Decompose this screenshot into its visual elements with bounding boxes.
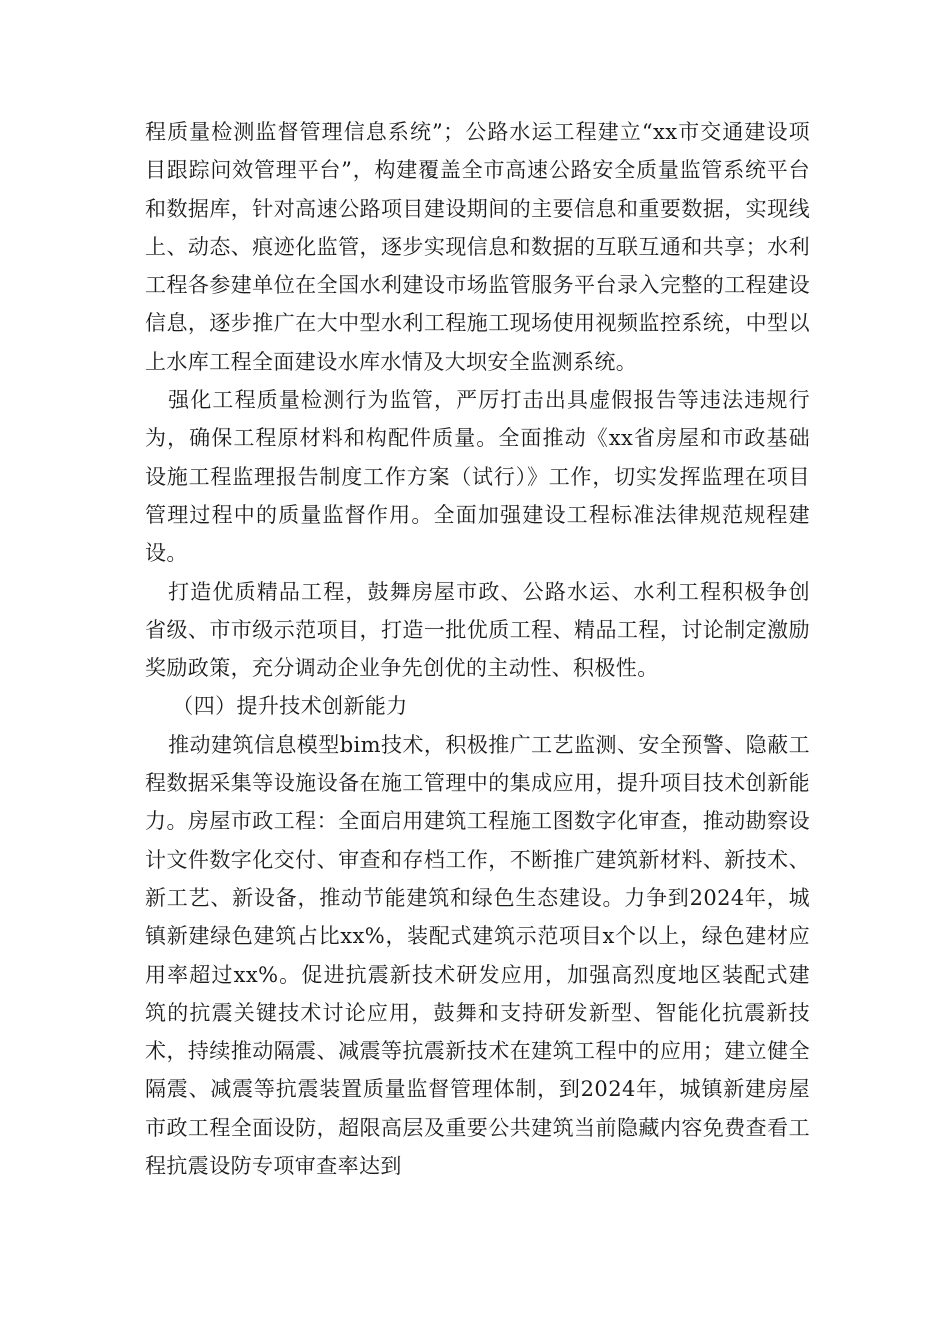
paragraph-continuation: 程质量检测监督管理信息系统”；公路水运工程建立“xx市交通建设项目跟踪问效管理平台”，构建覆盖全市高速公路安全质量监管系统平台和数据库，针对高速公路项目建设期间的主要信息和重要数据，实现线上、动态、痕迹化监管，逐步实现信息和数据的互联互通和共享；水利工程各参建单位在全国水利建设市场监管服务平台录入完整的工程建设信息，逐步推广在大中型水利工程施工现场使用视频监控系统，中型以上水库工程全面建设水库水情及大坝安全监测系统。 xyxy=(145,120,810,374)
paragraph-tech-innovation: 推动建筑信息模型bim技术，积极推广工艺监测、安全预警、隐蔽工程数据采集等设施设备在施工管理中的集成应用，提升项目技术创新能力。房屋市政工程：全面启用建筑工程施工图数字化审查，推动勘察设计文件数字化交付、审查和存档工作，不断推广建筑新材料、新技术、新工艺、新设备，推动节能建筑和绿色生态建设。力争到2024年，城镇新建绿色建筑占比xx%，装配式建筑示范项目x个以上，绿色建材应用率超过xx%。促进抗震新技术研发应用，加强高烈度地区装配式建筑的抗震关键技术讨论应用，鼓舞和支持研发新型、智能化抗震新技术，持续推动隔震、减震等抗震新技术在建筑工程中的应用；建立健全隔震、减震等抗震装置质量监督管理体制，到2024年，城镇新建房屋市政工程全面设防，超限高层及重要公共建筑当前隐藏内容免费查看工程抗震设防专项审查率达到 xyxy=(145,732,810,1179)
document-page xyxy=(145,113,810,1185)
paragraph-quality-inspection: 强化工程质量检测行为监管，严厉打击出具虚假报告等违法违规行为，确保工程原材料和构配件质量。全面推动《xx省房屋和市政基础设施工程监理报告制度工作方案（试行）》工作，切实发挥监理在项目管理过程中的质量监督作用。全面加强建设工程标准法律规范规程建设。 xyxy=(145,388,810,566)
paragraph-quality-projects: 打造优质精品工程，鼓舞房屋市政、公路水运、水利工程积极争创省级、市市级示范项目，打造一批优质工程、精品工程，讨论制定激励奖励政策，充分调动企业争先创优的主动性、积极性。 xyxy=(145,579,810,681)
section-heading: （四）提升技术创新能力 xyxy=(172,694,408,719)
